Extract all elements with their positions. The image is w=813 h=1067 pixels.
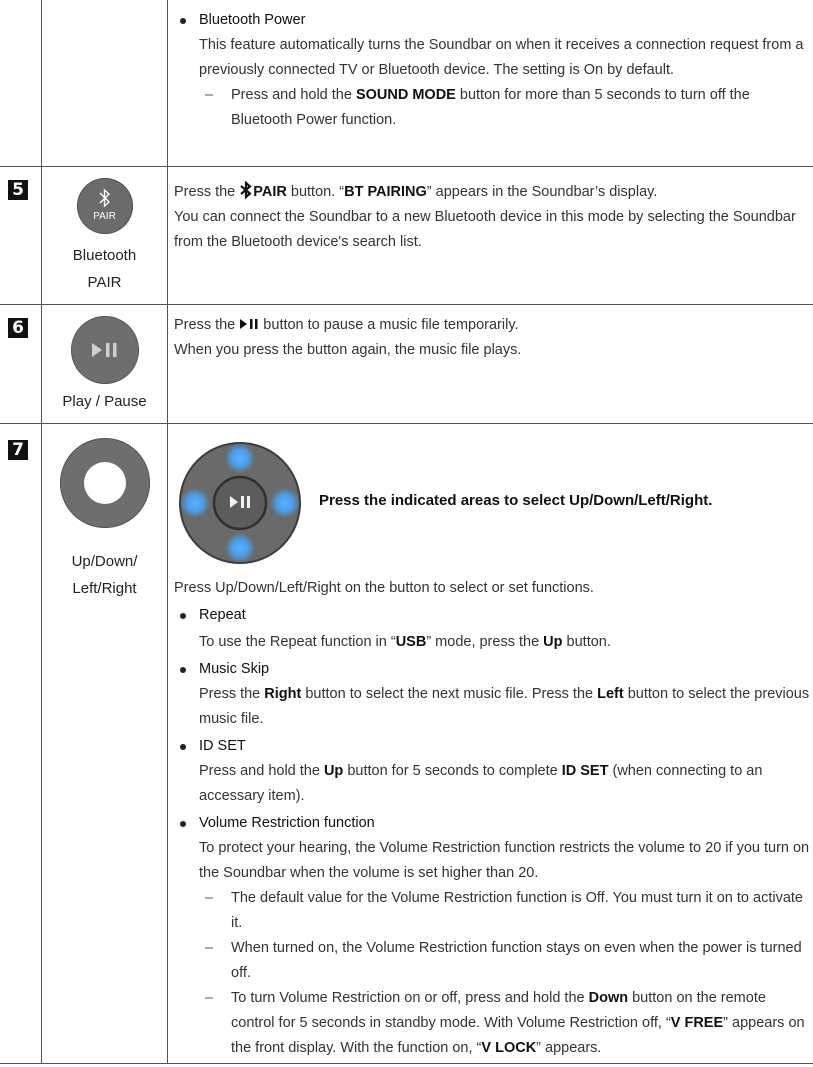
play-pause-cell: [42, 304, 167, 415]
left-label: Left: [597, 686, 624, 702]
bluetooth-icon: [97, 187, 113, 209]
text: button to pause a music file temporarily.: [259, 317, 519, 333]
row-number-5: 5: [8, 180, 28, 200]
bluetooth-icon: [239, 181, 253, 199]
text: Press and hold the: [199, 763, 324, 779]
navigation-diagram-caption: Press the indicated areas to select Up/Down/Left/Right.: [319, 492, 713, 509]
row-number-6: 6: [8, 318, 28, 338]
repeat-title: Repeat: [199, 607, 246, 623]
list-item: [174, 83, 810, 133]
repeat-body: [199, 630, 810, 655]
row5-description: [174, 180, 810, 255]
row5-line1: [174, 180, 810, 205]
v-lock-label: V LOCK: [481, 1040, 537, 1056]
play-pause-label: Play / Pause: [62, 393, 147, 410]
list-item: [174, 986, 810, 1061]
list-item: [174, 657, 810, 732]
label-line: Left/Right: [72, 580, 137, 597]
bluetooth-pair-cell: [42, 168, 167, 296]
row-number-7: 7: [8, 440, 28, 460]
label-line: PAIR: [87, 274, 122, 291]
v-free-label: V FREE: [670, 1015, 724, 1031]
up-label: Up: [543, 634, 563, 650]
text: Press the: [199, 686, 265, 702]
id-set-label: ID SET: [561, 763, 609, 779]
label-line: Up/Down/: [71, 553, 138, 570]
text: button. “: [286, 184, 345, 200]
text: button for 5 seconds to complete: [343, 763, 562, 779]
list-item: – When turned on, the Volume Restriction function stays on even when the power is turned off.: [174, 936, 810, 986]
row-divider: [0, 1063, 813, 1064]
usb-label: USB: [395, 634, 427, 650]
label-line: Bluetooth: [72, 247, 137, 264]
text: button to select the previous music file.: [199, 686, 810, 727]
right-label: Right: [264, 686, 302, 702]
text: To turn Volume Restriction on or off, press and hold the: [231, 990, 589, 1006]
music-skip-title: Music Skip: [199, 661, 270, 677]
music-skip-body: [199, 682, 810, 732]
row6-line2: When you press the button again, the music file plays.: [174, 342, 522, 358]
volume-restriction-body: To protect your hearing, the Volume Restriction function restricts the volume to 20 if you turn on the Soundbar when the volume is set higher than 20.: [199, 840, 810, 881]
row6-line1: [174, 313, 810, 338]
bluetooth-power-section: [174, 8, 810, 133]
id-set-body: [199, 759, 810, 809]
navigation-center: [84, 462, 126, 504]
play-pause-button: [71, 316, 139, 384]
up-label: Up: [323, 763, 344, 779]
navigation-label: [42, 548, 167, 602]
row7-intro: Press Up/Down/Left/Right on the button to select or set functions.: [174, 580, 594, 596]
row7-description: [174, 576, 810, 1061]
list-item: [174, 603, 810, 655]
play-pause-icon: [90, 341, 120, 359]
row-divider: [0, 166, 813, 167]
navigation-button: [60, 438, 150, 528]
text: Press and hold the: [231, 87, 356, 103]
id-set-title: ID SET: [199, 738, 246, 754]
bluetooth-power-title: Bluetooth Power: [199, 12, 306, 28]
text: ” mode, press the: [426, 634, 544, 650]
column-divider: [167, 0, 168, 1064]
bluetooth-power-body: This feature automatically turns the Soundbar on when it receives a connection request from a previously connected TV or Bluetooth device. The setting is On by default.: [199, 37, 804, 78]
navigation-diagram-icon: [177, 441, 303, 567]
text: (when connecting to an accessary item).: [199, 763, 763, 804]
text: button to select the next music file. Press the: [301, 686, 598, 702]
play-pause-icon: [239, 318, 259, 330]
text: Press the: [174, 317, 240, 333]
bluetooth-pair-label: [42, 242, 167, 296]
list-item: [174, 811, 810, 886]
list-item: – The default value for the Volume Restriction function is Off. You must turn it on to activate it.: [174, 886, 810, 936]
bluetooth-pair-button: [77, 178, 133, 234]
pair-label: PAIR: [253, 184, 287, 200]
text: ” appears in the Soundbar’s display.: [426, 184, 658, 200]
text: Press the: [174, 184, 240, 200]
text: To use the Repeat function in “: [199, 634, 396, 650]
text: ” appears on the front display. With the function on, “: [231, 1015, 805, 1056]
volume-restriction-title: Volume Restriction function: [199, 815, 375, 831]
text: button for more than 5 seconds to turn off the Bluetooth Power function.: [231, 87, 750, 128]
pair-icon-text: PAIR: [93, 211, 116, 222]
text: button on the remote control for 5 seconds in standby mode. With Volume Restriction off, “: [231, 990, 766, 1031]
list-item: [174, 734, 810, 809]
sound-mode-label: SOUND MODE: [355, 87, 456, 103]
row6-description: [174, 313, 810, 363]
text: ” appears.: [536, 1040, 602, 1056]
down-label: Down: [588, 990, 629, 1006]
bt-pairing-label: BT PAIRING: [344, 184, 427, 200]
text: button.: [562, 634, 611, 650]
navigation-cell: [42, 424, 167, 602]
row5-line2: You can connect the Soundbar to a new Bluetooth device in this mode by selecting the Soundbar from the Bluetooth device's search list.: [174, 209, 796, 250]
list-item: [174, 8, 810, 83]
